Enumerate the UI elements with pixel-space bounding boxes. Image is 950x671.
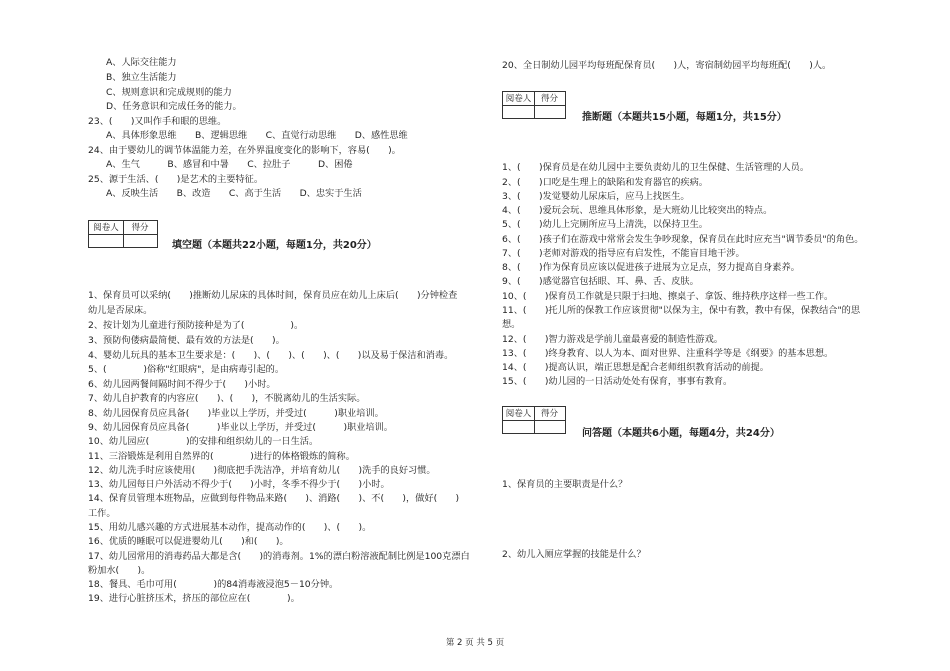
fill-item: 粉加水( )。: [88, 565, 151, 576]
judge-item: 13、( )终身教育、以人为本、面对世界、注重科学等是《纲要》的基本思想。: [502, 348, 834, 359]
section-title-judge: 推断题（本题共15小题，每题1分，共15分）: [582, 112, 787, 123]
choice-option: A、反映生活 B、改造 C、高于生活 D、忠实于生活: [106, 188, 362, 199]
score-label: 得分: [540, 409, 558, 419]
fill-item: 16、优质的睡眠可以促进婴幼儿( )和( )。: [88, 536, 289, 547]
fill-item: 11、三浴锻炼是利用自然界的( )进行的体格锻炼的简称。: [88, 451, 355, 462]
judge-item: 11、( )托儿所的保教工作应该贯彻"以保为主，保中有教，教中有保，保教结合"的思: [502, 305, 861, 316]
reviewer-label: 阅卷人: [505, 94, 532, 104]
judge-item: 想。: [502, 319, 521, 330]
reviewer-label: 阅卷人: [93, 223, 119, 233]
choice-option: C、规则意识和完成规则的能力: [106, 87, 232, 98]
judge-item: 5、( )幼儿上完厕所应马上清洗，以保持卫生。: [502, 219, 708, 230]
judge-item: 2、( )口吃是生理上的缺陷和发育器官的疾病。: [502, 177, 708, 188]
fill-item: 1、保育员可以采纳( )推断幼儿尿床的具体时间，保育员应在幼儿上床后( )分钟检查: [88, 290, 458, 301]
fill-item: 4、婴幼儿玩具的基本卫生要求是：( )、( )、( )、( )以及易于保洁和消毒。: [88, 350, 454, 361]
fill-item: 15、用幼儿感兴趣的方式进展基本动作，提高动作的( )、( )。: [88, 522, 372, 533]
judge-item: 14、( )提高认识，端正思想是配合老师组织教育活动的前提。: [502, 362, 769, 373]
fill-item: 7、幼儿自护教育的内容应( )、( )，不脱离幼儿的生活实际。: [88, 393, 366, 404]
score-label: 得分: [540, 94, 558, 104]
choice-option: A、人际交往能力: [106, 57, 177, 68]
score-box: [88, 220, 158, 248]
judge-item: 12、( )智力游戏是学前儿童最喜爱的制造性游戏。: [502, 334, 723, 345]
judge-item: 15、( )幼儿园的一日活动处处有保育，事事有教育。: [502, 376, 733, 387]
qa-item: 2、幼儿入厕应掌握的技能是什么？: [502, 549, 646, 560]
reviewer-label: 阅卷人: [505, 409, 532, 419]
judge-item: 6、( )孩子们在游戏中常常会发生争吵现象，保育员在此时应充当"调节委员"的角色。: [502, 234, 864, 245]
fill-item: 10、幼儿园应( )的安排和组织幼儿的一日生活。: [88, 436, 319, 447]
choice-option: D、任务意识和完成任务的能力。: [106, 101, 242, 112]
fill-item: 18、餐具、毛巾可用( )的84消毒液浸泡5－10分钟。: [88, 579, 339, 590]
fill-item: 2、按计划为儿童进行预防接种是为了( )。: [88, 320, 304, 331]
fill-item: 9、幼儿园保育员应具备( )毕业以上学历，并受过( )职业培训。: [88, 422, 393, 433]
fill-item: 5、( )俗称"红眼病"，是由病毒引起的。: [88, 364, 285, 375]
judge-item: 10、( )保育员工作就是只限于扫地、擦桌子、拿饭、维持秩序这样一些工作。: [502, 291, 834, 302]
fill-item: 3、预防佝偻病最简便、最有效的方法是( )。: [88, 335, 285, 346]
qa-item: 1、保育员的主要职责是什么？: [502, 479, 628, 490]
judge-item: 8、( )作为保育员应该以促进孩子进展为立足点，努力提高自身素养。: [502, 262, 800, 273]
choice-option: B、独立生活能力: [106, 72, 177, 83]
score-box: [502, 406, 566, 434]
fill-item: 6、幼儿园两餐间隔时间不得少于( )小时。: [88, 379, 276, 390]
score-label: 得分: [131, 223, 149, 233]
choice-question: 24、由于婴幼儿的调节体温能力差，在外界温度变化的影响下，容易( )。: [88, 145, 401, 156]
judge-item: 4、( )爱玩会玩、思维具体形象，是大班幼儿比较突出的特点。: [502, 205, 773, 216]
choice-question: 23、( )又叫作手和眼的思维。: [88, 116, 227, 127]
judge-item: 1、( )保育员是在幼儿园中主要负责幼儿的卫生保健、生活管理的人员。: [502, 162, 810, 173]
section-title-fill: 填空题（本题共22小题，每题1分，共20分）: [172, 240, 377, 251]
judge-item: 7、( )老师对游戏的指导应有启发性，不能盲目地干涉。: [502, 248, 745, 259]
score-box: [502, 91, 566, 119]
fill-item: 17、幼儿园常用的消毒药品大都是含( )的消毒剂。1%的漂白粉溶液配制比例是100克漂白: [88, 551, 470, 562]
section-title-qa: 问答题（本题共6小题，每题4分，共24分）: [582, 428, 780, 439]
fill-item: 8、幼儿园保育员应具备( )毕业以上学历，并受过( )职业培训。: [88, 408, 384, 419]
judge-item: 9、( )感觉器官包括眼、耳、鼻、舌、皮肤。: [502, 276, 699, 287]
fill-item: 13、幼儿园每日户外活动不得少于( )小时，冬季不得少于( )小时。: [88, 479, 390, 490]
judge-item: 3、( )发觉婴幼儿尿床后，应马上找医生。: [502, 191, 690, 202]
page-number: 第 2 页 共 5 页: [445, 638, 505, 648]
choice-option: A、生气 B、感冒和中暑 C、拉肚子 D、困倦: [106, 159, 353, 170]
fill-item: 14、保育员管理本班物品，应做到每件物品来路( )、消路( )、不( )，做好( ): [88, 493, 460, 504]
fill-item: 幼儿是否尿床。: [88, 305, 153, 316]
fill-item: 12、幼儿洗手时应该使用( )彻底把手洗洁净，并培育幼儿( )洗手的良好习惯。: [88, 465, 436, 476]
choice-question: 25、源于生活、( )是艺术的主要特征。: [88, 174, 264, 185]
choice-option: A、具体形象思维 B、逻辑思维 C、直觉行动思维 D、感性思维: [106, 130, 408, 141]
fill-item: 19、进行心脏挤压术，挤压的部位应在( )。: [88, 593, 300, 604]
fill-item: 20、全日制幼儿园平均每班配保育员( )人，寄宿制幼园平均每班配( )人。: [502, 60, 832, 71]
fill-item: 工作。: [88, 508, 116, 519]
